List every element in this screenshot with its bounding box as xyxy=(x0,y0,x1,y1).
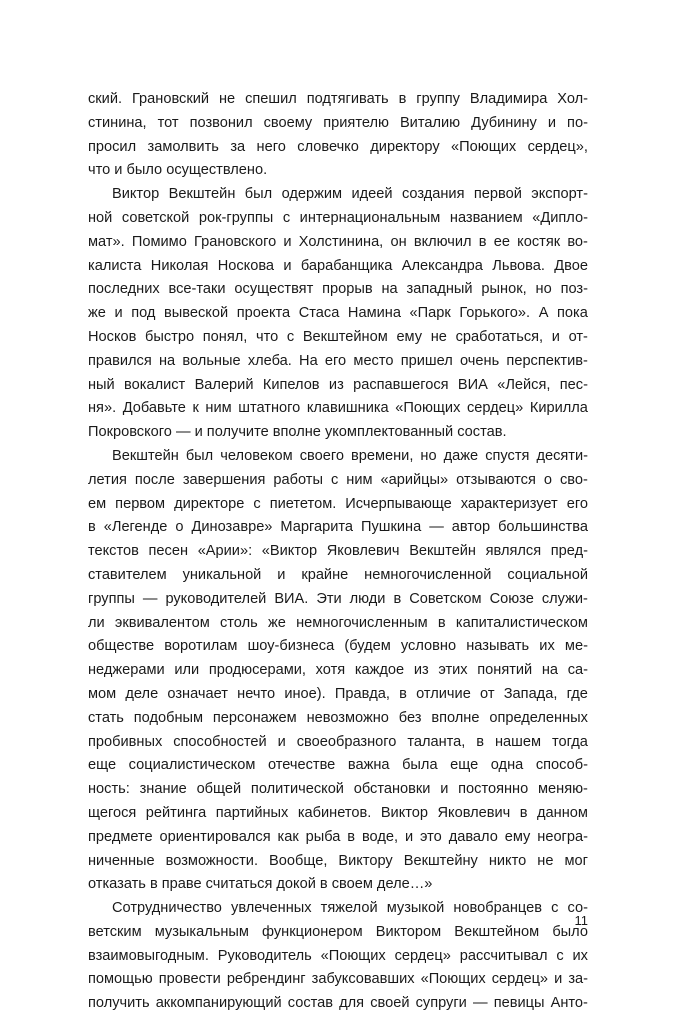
text-line: ниченные возможности. Вообще, Виктору Векштейну никто не мог xyxy=(88,852,588,869)
text-line: Покровского — и получите вполне укомплектованный состав. xyxy=(88,424,507,441)
text-line: мом деле означает нечто иное). Правда, в отличие от Запада, где xyxy=(88,685,588,702)
text-line: в «Легенде о Динозавре» Маргарита Пушкина — автор большинства xyxy=(88,519,588,536)
text-line: получить аккомпанирующий состав для своей супруги — певицы Анто- xyxy=(88,995,588,1012)
text-line: ный вокалист Валерий Кипелов из распавшегося ВИА «Лейся, пес- xyxy=(88,376,588,393)
text-line: Сотрудничество увлеченных тяжелой музыкой новобранцев с со- xyxy=(112,900,588,917)
text-line: стинина, тот позвонил своему приятелю Виталию Дубинину и по- xyxy=(88,114,588,131)
text-line: помощью провести ребрендинг забуксовавших «Поющих сердец» и за- xyxy=(88,971,588,988)
text-line: последних все-таки осуществят прорыв на западный рынок, но поз- xyxy=(88,281,588,298)
text-line: ем первом директоре с пиететом. Исчерпывающе характеризует его xyxy=(88,495,588,512)
page-number: 11 xyxy=(574,913,588,928)
text-line: пробивных способностей и своеобразного таланта, в нашем тогда xyxy=(88,733,588,750)
text-line: летия после завершения работы с ним «арийцы» отзываются о сво- xyxy=(88,471,588,488)
text-line: обществе воротилам шоу-бизнеса (будем условно называть их ме- xyxy=(88,638,588,655)
paragraph xyxy=(88,445,588,897)
text-line: ня». Добавьте к ним штатного клавишника «Поющих сердец» Кирилла xyxy=(88,400,588,417)
text-line: ли эквивалентом столь же немногочисленным в капиталистическом xyxy=(88,614,588,631)
text-line: ставителем уникальной и крайне немногочисленной социальной xyxy=(88,566,588,583)
text-line: просил замолвить за него словечко директору «Поющих сердец», xyxy=(88,138,588,155)
text-line: отказать в праве считаться докой в своем деле…» xyxy=(88,876,433,893)
text-line: неджерами или продюсерами, хотя каждое из этих понятий на са- xyxy=(88,662,588,679)
text-line: что и было осуществлено. xyxy=(88,162,268,179)
paragraph xyxy=(88,183,588,445)
text-line: калиста Николая Носкова и барабанщика Александра Львова. Двое xyxy=(88,257,588,274)
text-line: еще социалистическом отечестве важна была еще одна способ- xyxy=(88,757,588,774)
text-line: Виктор Векштейн был одержим идеей создания первой экспорт- xyxy=(112,186,588,203)
text-line: ность: знание общей политической обстановки и постоянно меняю- xyxy=(88,781,588,798)
text-line: ной советской рок-группы с интернациональным названием «Дипло- xyxy=(88,209,588,226)
text-line: Носков быстро понял, что с Векштейном ему не сработаться, и от- xyxy=(88,328,588,345)
paragraph xyxy=(88,897,588,1016)
text-line: Векштейн был человеком своего времени, но даже спустя десяти- xyxy=(112,447,588,464)
text-line: взаимовыгодным. Руководитель «Поющих сердец» рассчитывал с их xyxy=(88,947,588,964)
text-line: ветским музыкальным функционером Виктором Векштейном было xyxy=(88,923,588,940)
body-text xyxy=(88,88,588,1016)
text-line: текстов песен «Арии»: «Виктор Яковлевич Векштейн являлся пред- xyxy=(88,543,588,560)
text-line: правился на вольные хлеба. На его место пришел очень перспектив- xyxy=(88,352,588,369)
text-line: группы — руководителей ВИА. Эти люди в Советском Союзе служи- xyxy=(88,590,588,607)
text-line: щегося рейтинга партийных кабинетов. Виктор Яковлевич в данном xyxy=(88,804,588,821)
text-line: стать подобным персонажем невозможно без вполне определенных xyxy=(88,709,588,726)
text-line: предмете ориентировался как рыба в воде, и это давало ему неогра- xyxy=(88,828,588,845)
text-line: же и под вывеской проекта Стаса Намина «Парк Горького». А пока xyxy=(88,305,588,322)
paragraph xyxy=(88,88,588,183)
text-line: ский. Грановский не спешил подтягивать в группу Владимира Хол- xyxy=(88,91,588,107)
text-line: мат». Помимо Грановского и Холстинина, он включил в ее костяк во- xyxy=(88,233,588,250)
